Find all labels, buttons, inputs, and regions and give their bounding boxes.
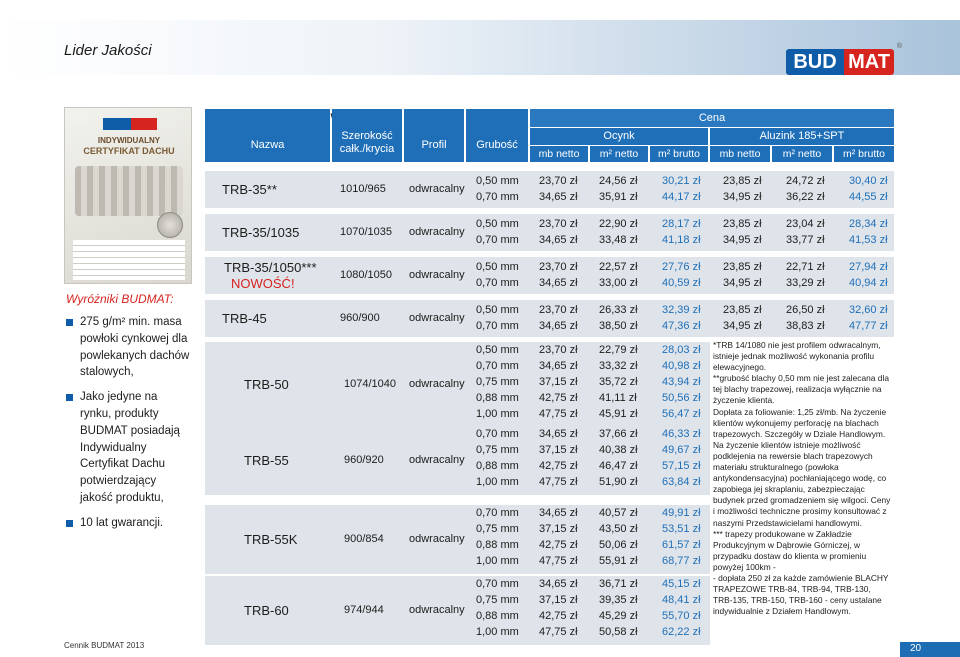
price-cell: 34,65 zł: [539, 320, 578, 332]
price-cell: 34,65 zł: [539, 277, 578, 289]
header-grubosc: [466, 109, 528, 162]
price-cell: 55,70 zł: [662, 610, 701, 622]
price-cell: 23,85 zł: [723, 218, 762, 230]
product-profile: odwracalny: [409, 603, 465, 616]
price-cell: 1,00 mm: [476, 408, 519, 420]
header-sub-m2-brutto-al: m² brutto: [834, 146, 894, 162]
price-cell: 23,85 zł: [723, 261, 762, 273]
price-cell: 33,48 zł: [599, 234, 638, 246]
header-ocynk: Ocynk: [530, 128, 708, 145]
price-cell: 34,95 zł: [723, 320, 762, 332]
feature-item: 10 lat gwarancji.: [66, 515, 190, 532]
price-cell: 34,95 zł: [723, 234, 762, 246]
certificate-seal-icon: [157, 212, 183, 238]
price-cell: 34,95 zł: [723, 191, 762, 203]
price-cell: 0,75 mm: [476, 594, 519, 606]
certificate-heading: INDYWIDUALNY: [97, 136, 161, 145]
price-cell: 32,60 zł: [849, 304, 888, 316]
price-cell: 46,47 zł: [599, 460, 638, 472]
product-profile: odwracalny: [409, 377, 465, 390]
price-cell: 30,40 zł: [849, 175, 888, 187]
price-cell: 27,94 zł: [849, 261, 888, 273]
price-cell: 45,91 zł: [599, 408, 638, 420]
price-cell: 0,70 mm: [476, 234, 519, 246]
header-grubosc-label: Grubość: [476, 139, 518, 151]
price-cell: 37,15 zł: [539, 523, 578, 535]
price-cell: 34,65 zł: [539, 428, 578, 440]
product-profile: odwracalny: [409, 183, 465, 195]
price-cell: 40,38 zł: [599, 444, 638, 456]
price-cell: 23,85 zł: [723, 304, 762, 316]
price-cell: 44,55 zł: [849, 191, 888, 203]
new-badge: NOWOŚĆ!: [231, 276, 295, 291]
price-cell: 40,94 zł: [849, 277, 888, 289]
price-cell: 55,91 zł: [599, 555, 638, 567]
price-cell: 0,50 mm: [476, 261, 519, 273]
price-cell: 62,22 zł: [662, 626, 701, 638]
price-cell: 51,90 zł: [599, 476, 638, 488]
price-cell: 47,75 zł: [539, 626, 578, 638]
header-cena: Cena: [530, 109, 894, 127]
price-cell: 27,76 zł: [662, 261, 701, 273]
product-name: TRB-60: [244, 602, 289, 618]
price-cell: 23,70 zł: [539, 344, 578, 356]
price-cell: 38,83 zł: [786, 320, 825, 332]
price-cell: 37,15 zł: [539, 376, 578, 388]
product-width: 1074/1040: [344, 377, 396, 390]
price-cell: 49,67 zł: [662, 444, 701, 456]
price-cell: 50,58 zł: [599, 626, 638, 638]
price-cell: 61,57 zł: [662, 539, 701, 551]
price-cell: 0,75 mm: [476, 523, 519, 535]
price-cell: 41,18 zł: [662, 234, 701, 246]
price-cell: 50,06 zł: [599, 539, 638, 551]
price-cell: 30,21 zł: [662, 175, 701, 187]
price-cell: 0,50 mm: [476, 344, 519, 356]
price-cell: 23,70 zł: [539, 218, 578, 230]
product-width: 1010/965: [340, 183, 386, 195]
price-cell: 0,75 mm: [476, 376, 519, 388]
logo-mat: MAT: [844, 49, 894, 75]
price-cell: 36,71 zł: [599, 578, 638, 590]
certificate-subheading: CERTYFIKAT DACHU: [83, 146, 175, 156]
header-sub-m2-netto-al: m² netto: [772, 146, 832, 162]
price-cell: 28,17 zł: [662, 218, 701, 230]
features-list: [66, 314, 190, 540]
product-profile: odwracalny: [409, 226, 465, 238]
price-cell: 0,88 mm: [476, 539, 519, 551]
price-cell: 43,50 zł: [599, 523, 638, 535]
price-cell: 36,22 zł: [786, 191, 825, 203]
price-cell: 47,75 zł: [539, 555, 578, 567]
header-profil: [404, 109, 464, 162]
product-name: TRB-35/1050***: [224, 260, 317, 275]
header-nazwa-label: Nazwa: [250, 139, 285, 151]
header-szerokosc: [332, 109, 402, 162]
price-cell: 50,56 zł: [662, 392, 701, 404]
price-cell: 42,75 zł: [539, 539, 578, 551]
price-cell: 44,17 zł: [662, 191, 701, 203]
certificate-logo-red: [131, 118, 157, 130]
price-cell: 0,50 mm: [476, 218, 519, 230]
price-cell: 0,88 mm: [476, 392, 519, 404]
notes-block: [713, 340, 893, 617]
product-width: 900/854: [344, 532, 384, 545]
price-cell: 22,57 zł: [599, 261, 638, 273]
header-aluzink: Aluzink 185+SPT: [710, 128, 894, 145]
price-cell: 33,77 zł: [786, 234, 825, 246]
product-name: TRB-50: [244, 376, 289, 392]
product-width: 974/944: [344, 603, 384, 616]
price-cell: 40,59 zł: [662, 277, 701, 289]
product-name: TRB-55: [244, 452, 289, 468]
logo-registered: ®: [896, 43, 902, 50]
certificate-image: [64, 107, 192, 284]
price-cell: 23,04 zł: [786, 218, 825, 230]
price-cell: 37,15 zł: [539, 594, 578, 606]
price-cell: 22,71 zł: [786, 261, 825, 273]
header-sub-mb-netto-al: mb netto: [710, 146, 770, 162]
price-cell: 0,70 mm: [476, 277, 519, 289]
price-cell: 34,65 zł: [539, 578, 578, 590]
price-cell: 41,53 zł: [849, 234, 888, 246]
note-3: Dopłata za foliowanie: 1,25 zł/mb. Na życzenie klientów wykonujemy perforację na blachach trapezowych. Szczegóły w Dziale Handlowym.: [713, 406, 887, 439]
note-6: - dopłata 250 zł za każde zamówienie BLACHY TRAPEZOWE TRB-84, TRB-94, TRB-130,: [713, 572, 889, 595]
price-cell: 34,65 zł: [539, 234, 578, 246]
price-cell: 49,91 zł: [662, 507, 701, 519]
price-cell: 47,36 zł: [662, 320, 701, 332]
price-cell: 57,15 zł: [662, 460, 701, 472]
note-5: *** trapezy produkowane w Zakładzie Produkcyjnym w Dąbrowie Górniczej, w przypadku dostaw do klienta w promieniu powyżej 100km -: [713, 528, 867, 572]
price-cell: 1,00 mm: [476, 626, 519, 638]
price-cell: 0,70 mm: [476, 507, 519, 519]
price-cell: 42,75 zł: [539, 392, 578, 404]
price-cell: 26,50 zł: [786, 304, 825, 316]
price-cell: 0,70 mm: [476, 578, 519, 590]
price-cell: 23,70 zł: [539, 304, 578, 316]
price-cell: 33,32 zł: [599, 360, 638, 372]
price-cell: 33,00 zł: [599, 277, 638, 289]
product-width: 960/920: [344, 453, 384, 466]
price-cell: 40,98 zł: [662, 360, 701, 372]
price-cell: 34,95 zł: [723, 277, 762, 289]
price-cell: 47,75 zł: [539, 476, 578, 488]
note-1: *TRB 14/1080 nie jest profilem odwracalnym, istnieje jednak możliwość wykonania profilu elewacyjnego.: [713, 340, 881, 373]
price-cell: 34,65 zł: [539, 507, 578, 519]
note-4: Na życzenie klientów istnieje możliwość podklejenia na rewersie blach trapezowych materiału strukturalnego (powłoka antykondensacyjna) pochłaniającego wodę, co zapobiega jej skraplaniu, zabezpieczając budynek przed gromadzeniem się wilgoci. Ceny i możliwości techniczne prosimy konsultować z naszymi Przedstawicielami handlowymi.: [713, 439, 891, 528]
price-cell: 41,11 zł: [599, 392, 637, 404]
price-cell: 42,75 zł: [539, 610, 578, 622]
header-profil-label: Profil: [421, 139, 447, 151]
product-width: 1080/1050: [340, 269, 392, 281]
page-number: 20: [910, 643, 922, 654]
product-name: TRB-35/1035: [222, 225, 300, 240]
price-cell: 0,88 mm: [476, 460, 519, 472]
price-cell: 28,34 zł: [849, 218, 888, 230]
price-cell: 1,00 mm: [476, 555, 519, 567]
logo-bud: BUD: [786, 49, 844, 75]
product-name: TRB-55K: [244, 531, 298, 547]
header-title: Lider Jakości: [64, 42, 152, 59]
price-cell: 47,77 zł: [849, 320, 888, 332]
price-cell: 0,50 mm: [476, 304, 519, 316]
price-cell: 47,75 zł: [539, 408, 578, 420]
price-cell: 28,03 zł: [662, 344, 701, 356]
budmat-logo: [786, 43, 902, 77]
price-cell: 42,75 zł: [539, 460, 578, 472]
header-szerokosc-label: Szerokość całk./krycia: [339, 130, 395, 155]
price-cell: 43,94 zł: [662, 376, 701, 388]
price-cell: 35,91 zł: [599, 191, 638, 203]
note-2: **grubość blachy 0,50 mm nie jest zalecana dla tej blachy trapezowej, realizacja wyłącznie na życzenie klienta.: [713, 373, 889, 406]
certificate-text-lines: [73, 240, 185, 280]
product-name: TRB-35**: [222, 182, 277, 197]
price-cell: 23,70 zł: [539, 175, 578, 187]
price-cell: 40,57 zł: [599, 507, 638, 519]
footer-catalog: Cennik BUDMAT 2013: [64, 641, 145, 650]
product-width: 1070/1035: [340, 226, 392, 238]
price-cell: 22,79 zł: [599, 344, 638, 356]
features-title: Wyróżniki BUDMAT:: [66, 292, 174, 306]
product-profile: odwracalny: [409, 269, 465, 281]
price-cell: 35,72 zł: [599, 376, 638, 388]
price-cell: 33,29 zł: [786, 277, 825, 289]
price-cell: 37,66 zł: [599, 428, 638, 440]
price-cell: 0,70 mm: [476, 360, 519, 372]
header-sub-m2-brutto: m² brutto: [650, 146, 708, 162]
price-cell: 37,15 zł: [539, 444, 578, 456]
header-sub-m2-netto: m² netto: [590, 146, 648, 162]
feature-item: Jako jedyne na rynku, produkty BUDMAT posiadają Indywidualny Certyfikat Dachu potwierdzający jakość produktu,: [66, 389, 190, 507]
price-cell: 0,70 mm: [476, 320, 519, 332]
price-cell: 63,84 zł: [662, 476, 701, 488]
header-nazwa: [205, 109, 330, 162]
header-sub-mb-netto: mb netto: [530, 146, 588, 162]
price-cell: 23,70 zł: [539, 261, 578, 273]
product-profile: odwracalny: [409, 532, 465, 545]
price-cell: 38,50 zł: [599, 320, 638, 332]
price-cell: 23,85 zł: [723, 175, 762, 187]
feature-item: 275 g/m² min. masa powłoki cynkowej dla powlekanych dachów stalowych,: [66, 314, 190, 381]
header-bar: [0, 20, 960, 75]
price-cell: 1,00 mm: [476, 476, 519, 488]
note-7: TRB-135, TRB-150, TRB-160 - ceny ustalane indywidualnie z Działem Handlowym.: [713, 595, 882, 617]
price-cell: 0,88 mm: [476, 610, 519, 622]
certificate-roof-picture: [75, 166, 183, 216]
price-cell: 48,41 zł: [662, 594, 701, 606]
price-cell: 0,75 mm: [476, 444, 519, 456]
price-cell: 39,35 zł: [599, 594, 638, 606]
price-cell: 26,33 zł: [599, 304, 638, 316]
product-name: TRB-45: [222, 311, 267, 326]
price-cell: 34,65 zł: [539, 360, 578, 372]
price-cell: 68,77 zł: [662, 555, 701, 567]
product-profile: odwracalny: [409, 312, 465, 324]
product-width: 960/900: [340, 312, 380, 324]
price-cell: 32,39 zł: [662, 304, 701, 316]
price-cell: 45,15 zł: [662, 578, 701, 590]
price-cell: 45,29 zł: [599, 610, 638, 622]
price-cell: 53,51 zł: [662, 523, 701, 535]
product-profile: odwracalny: [409, 453, 465, 466]
price-cell: 34,65 zł: [539, 191, 578, 203]
price-cell: 24,72 zł: [786, 175, 825, 187]
footer-page-bar: [900, 642, 960, 657]
price-cell: 24,56 zł: [599, 175, 638, 187]
price-cell: 46,33 zł: [662, 428, 701, 440]
price-cell: 0,70 mm: [476, 428, 519, 440]
price-cell: 0,70 mm: [476, 191, 519, 203]
price-cell: 22,90 zł: [599, 218, 638, 230]
price-cell: 0,50 mm: [476, 175, 519, 187]
price-cell: 56,47 zł: [662, 408, 701, 420]
